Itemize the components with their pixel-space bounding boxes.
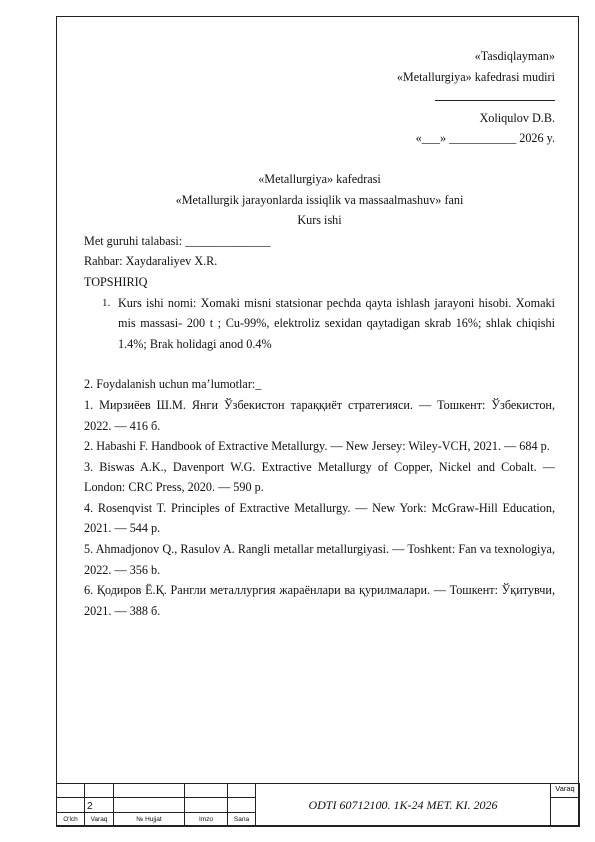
document-body — [84, 46, 555, 621]
page-number: 2 — [85, 798, 114, 813]
title-block — [56, 783, 579, 826]
col-varaq: Varaq — [85, 813, 114, 827]
work-type: Kurs ishi — [297, 213, 342, 228]
spacer — [84, 354, 555, 374]
literature-item: 1. Мирзиёев Ш.М. Янги Ўзбекистон тараққиёт стратегияси. — Тошкент: Ўзбекистон, 2022. — 416 б. — [84, 397, 555, 433]
literature-item: 2. Habashi F. Handbook of Extractive Metallurgy. — New Jersey: Wiley-VCH, 2021. — 684 p. — [84, 439, 550, 454]
task-item-number: 1. — [102, 296, 111, 309]
literature-item: 5. Ahmadjonov Q., Rasulov A. Rangli metallar metallurgiyasi. — Toshkent: Fan va texnologiya, 2022. — 356 b. — [84, 542, 555, 577]
task-title: TOPSHIRIQ — [84, 274, 148, 289]
student-label: Met guruhi talabasi: ______________ — [84, 233, 271, 248]
spacer — [84, 149, 555, 169]
col-imzo: Imzo — [185, 813, 228, 827]
literature-item: 6. Қодиров Ё.Қ. Рангли металлургия жараёнлари ва қурилмалари. — Тошкент: Ўқитувчи, 2021. — 388 б. — [84, 583, 555, 618]
literature-title: 2. Foydalanish uchun ma’lumotlar:_ — [84, 377, 262, 392]
signature-line — [84, 87, 555, 108]
head-name: Xoliqulov D.B. — [479, 110, 555, 125]
col-sana: Sana — [228, 813, 256, 827]
literature-item: 3. Biswas A.K., Davenport W.G. Extractive Metallurgy of Copper, Nickel and Cobalt. — London: CRC Press, 2020. — 590 p. — [84, 459, 555, 495]
col-olch: O'lch — [57, 813, 85, 827]
head-title: «Metallurgiya» kafedrasi mudiri — [396, 69, 555, 84]
subject-name: «Metallurgik jarayonlarda issiqlik va massaalmashuv» fani — [175, 192, 464, 207]
advisor-label: Rahbar: Xaydaraliyev X.R. — [84, 254, 218, 269]
task-item — [84, 293, 555, 355]
approve-text: «Tasdiqlayman» — [474, 49, 555, 63]
department-name: «Metallurgiya» kafedrasi — [258, 171, 381, 186]
literature-item: 4. Rosenqvist T. Principles of Extractive Metallurgy. — New York: McGraw-Hill Education, 2021. — 544 p. — [84, 500, 555, 536]
varaq-label: Varaq — [551, 784, 580, 798]
approval-date: «___» ___________ 2026 y. — [415, 131, 555, 146]
task-item-text: Kurs ishi nomi: Xomaki misni statsionar pechda qayta ishlash jarayoni hisobi. Xomaki mis massasi- 200 t ; Cu-99%, elektroliz sexidan qaytadigan skrab 16%; shlak chiqishi 1.4%; Brak holidagi anod 0.4% — [118, 295, 555, 351]
col-hujjat: № Hujjat — [114, 813, 185, 827]
document-code: ODTI 60712100. 1K-24 MET. KI. 2026 — [256, 784, 551, 827]
